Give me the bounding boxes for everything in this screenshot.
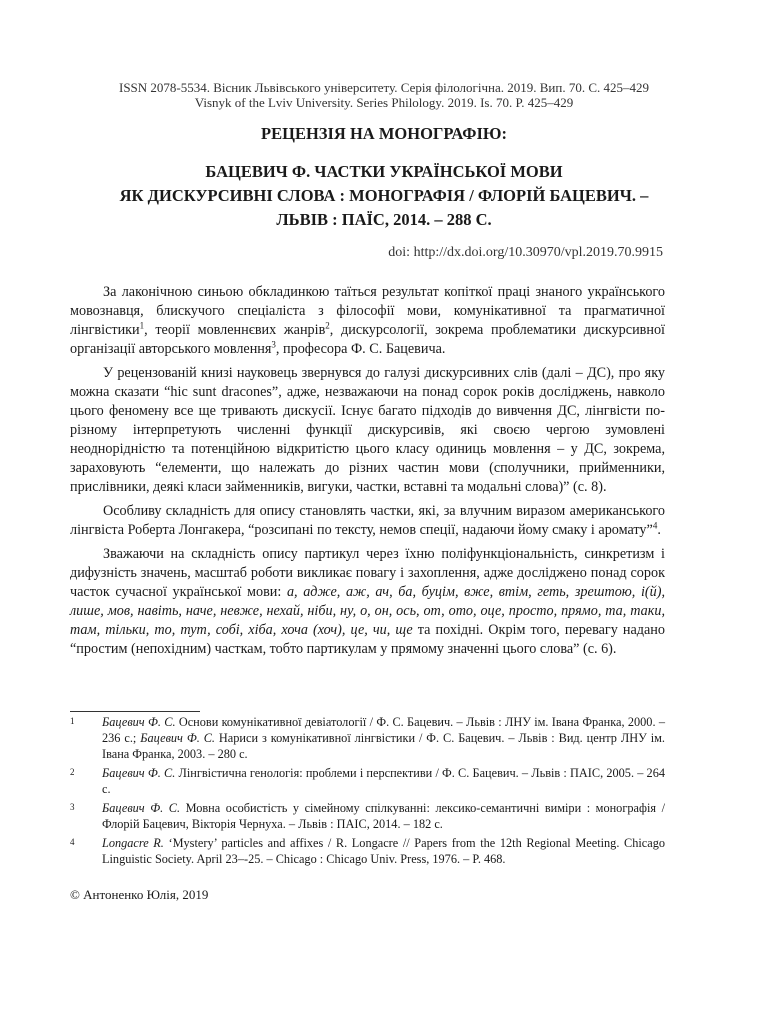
footnote-author: Бацевич Ф. С. (102, 801, 181, 815)
footnote-2: 2 Бацевич Ф. С. Лінгвістична генологія: проблеми і перспективи / Ф. С. Бацевич. – Львів : ПАІС, 2005. – 264 с. (70, 766, 665, 796)
paragraph-3: Особливу складність для опису становлять частки, які, за влучним виразом американського лінгвіста Роберта Лонгакера, “розсипані по тексту, немов спеції, надаючи йому смаку і аромату”$^4$. (70, 503, 665, 538)
book-title-line-3: ЛЬВІВ : ПАЇС, 2014. – 288 С. (276, 210, 492, 229)
header-english: Visnyk of the Lviv University. Series Philology. 2019. Is. 70. P. 425–429 (194, 95, 574, 110)
paragraph-2: У рецензованій книзі науковець звернувся до галузі дискурсивних слів (далі – ДС), про яку можна сказати “hic sunt dracones”, адже, незважаючи на понад сорок років досліджень, навколо цього феномену все ще тривають дискусії. Існує багато підходів до вивчення ДС, лінгвісти по-різному інтерпретують численні функції дискурсивів, які своєю чергою зумовлені неоднорідністю та потенційною відкритістю цього класу одиниць мовлення – у ДС, зокрема, зараховують “елементи, що належать до різних частин мови (сполучники, прийменники, прислівники, деякі класи займенників, вигуки, частки, вставні та модальні слова)” (с. 8). (70, 365, 665, 495)
book-title (60, 160, 708, 232)
footnote-4: 4 Longacre R. ‘Mystery’ particles and affixes / R. Longacre // Papers from the 12th Regional Meeting. Chicago Linguistic Society. April 23–-25. – Chicago : Chicago Univ. Press, 1976. – P. 468. (70, 836, 665, 866)
particle-list: а, адже, аж, ач, ба, буцім, вже, втім, геть, зрештою, і(й), лише, мов, навіть, наче, невже, нехай, ніби, ну, о, он, ось, от, ото, оце, просто, прямо, та, таки, там, тільки, то, тут, собі, хіба, хоча (хоч), це, чи, ще (70, 584, 665, 638)
doi-link[interactable]: doi: http://dx.doi.org/10.30970/vpl.2019.70.9915 (388, 245, 663, 260)
footnote-number: 4 (70, 837, 75, 847)
footnote-author: Бацевич Ф. С. (102, 766, 176, 780)
footnote-number: 3 (70, 802, 75, 812)
book-title-line-1: БАЦЕВИЧ Ф. ЧАСТКИ УКРАЇНСЬКОЇ МОВИ (205, 162, 563, 181)
footnote-ref-2[interactable]: 2 (325, 320, 330, 331)
footnote-author: Бацевич Ф. С. (140, 731, 215, 745)
footnote-3: 3 Бацевич Ф. С. Мовна особистість у сімейному спілкуванні: лексико-семантичні виміри : монографія / Флорій Бацевич, Вікторія Чернуха. – Львів : ПАІС, 2014. – 182 с. (70, 801, 665, 831)
header-ukrainian: ISSN 2078-5534. Вісник Львівського університету. Серія філологічна. 2019. Вип. 70. С. 425–429 (119, 80, 649, 95)
footnote-number: 1 (70, 716, 75, 726)
book-title-line-2: ЯК ДИСКУРСИВНІ СЛОВА : МОНОГРАФІЯ / ФЛОРІЙ БАЦЕВИЧ. – (119, 186, 649, 205)
footnote-ref-3[interactable]: 3 (271, 339, 276, 350)
journal-header (0, 80, 768, 110)
paragraph-1: За лаконічною синьою обкладинкою таїться результат копіткої праці знаного українського мовознавця, блискучого спеціаліста з філософії мови, комунікативної та прагматичної лінгвістики$^1$, теорії мовленнєвих жанрів$^2$, дискурсології, зокрема проблематики дискурсивної організації авторського мовлення$^3$, професора Ф. С. Бацевича. (70, 284, 665, 357)
footnote-number: 2 (70, 767, 75, 777)
footnote-divider (70, 711, 200, 712)
footnote-author: Longacre R. (102, 836, 164, 850)
review-title: РЕЦЕНЗІЯ НА МОНОГРАФІЮ: (261, 124, 507, 143)
copyright-notice: © Антоненко Юлія, 2019 (70, 887, 209, 902)
footnote-ref-4[interactable]: 4 (652, 520, 658, 531)
footnote-author: Бацевич Ф. С. (102, 715, 176, 729)
paragraph-4: Зважаючи на складність опису партикул через їхню поліфункціональність, синкретизм і дифузність значень, масштаб роботи викликає повагу і захоплення, адже досліджено понад сорок часток сучасної української мови: а, адже, аж, ач, ба, буцім, вже, втім, геть, зрештою, і(й), лише, мов, навіть, наче, невже, нехай, ніби, ну, о, он, ось, от, ото, оце, просто, прямо, та, таки, там, тільки, то, тут, собі, хіба, хоча (хоч), це, чи, ще та похідні. Окрім того, перевагу надано “простим (непохідним) часткам, тобто партикулам у прямому значенні цього слова” (с. 6). (70, 546, 665, 657)
footnotes (70, 714, 665, 870)
footnote-1: 1 Бацевич Ф. С. Основи комунікативної девіатології / Ф. С. Бацевич. – Львів : ЛНУ ім. Івана Франка, 2000. – 236 с.; Бацевич Ф. С. Нариси з комунікативної лінгвістики / Ф. С. Бацевич. – Львів : Вид. центр ЛНУ ім. Івана Франка, 2003. – 280 с. (70, 715, 665, 761)
footnote-ref-1[interactable]: 1 (139, 320, 145, 331)
article-body (70, 283, 665, 664)
